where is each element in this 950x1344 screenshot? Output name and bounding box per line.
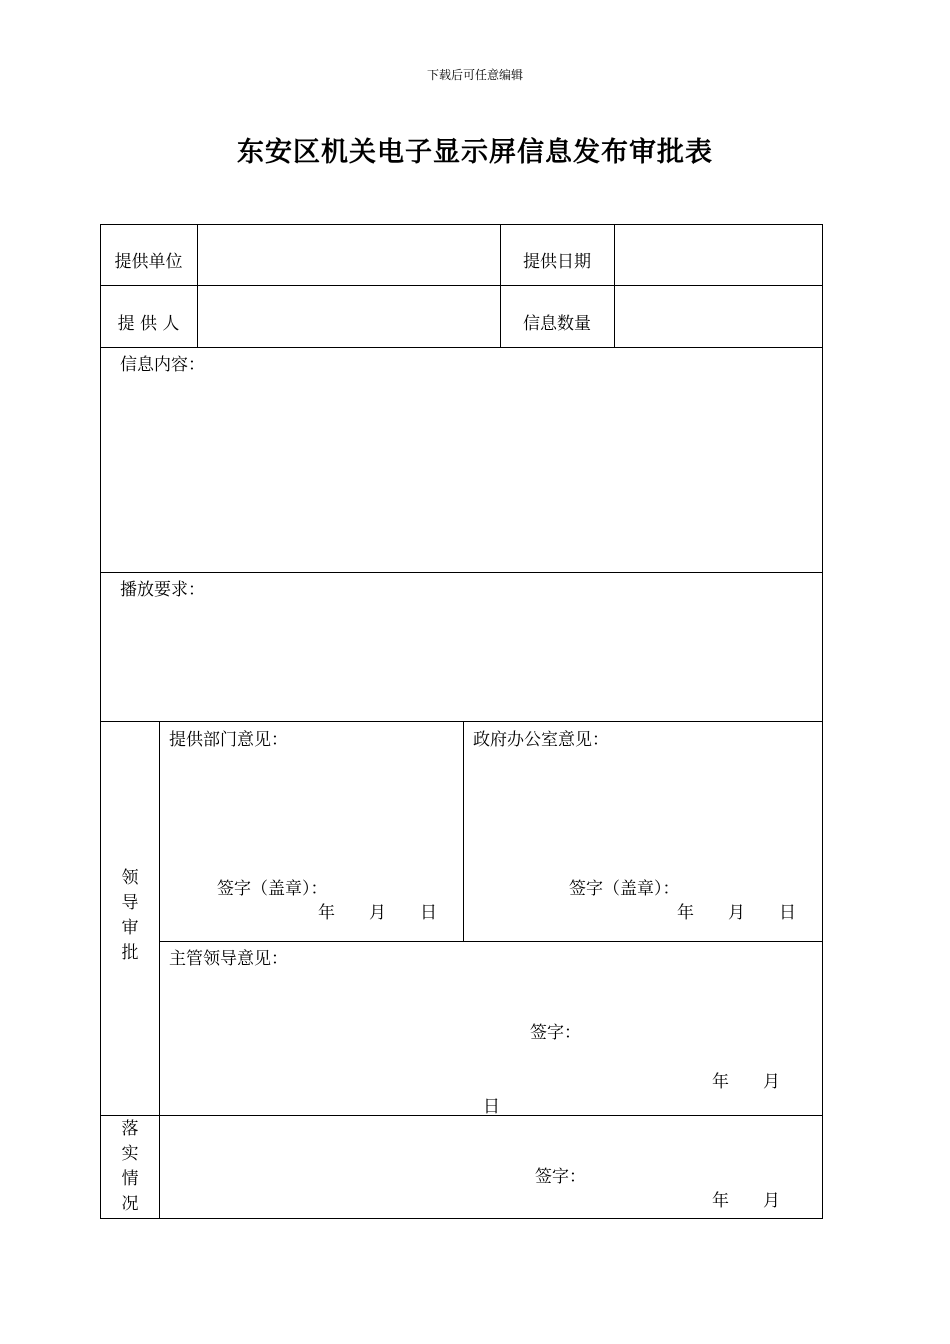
implementation-label: 落 实 情 况 <box>121 1119 139 1214</box>
main-leader-day-label: 日 <box>483 1097 500 1117</box>
dept-opinion-label: 提供部门意见： <box>169 730 288 750</box>
leader-approval-label: 领 导 审 批 <box>121 868 139 963</box>
implementation-sign-label: 签字： <box>535 1167 586 1187</box>
info-content-label: 信息内容： <box>120 355 205 375</box>
gov-office-date-label: 年 月 日 <box>677 903 796 923</box>
gov-office-opinion-label: 政府办公室意见： <box>473 730 609 750</box>
main-leader-opinion-label: 主管领导意见： <box>169 949 288 969</box>
info-count-label: 信息数量 <box>523 314 591 334</box>
dept-date-label: 年 月 日 <box>318 903 437 923</box>
provider-person-label: 提 供 人 <box>117 314 180 334</box>
playback-requirements-label: 播放要求： <box>120 580 205 600</box>
main-leader-date-label: 年 月 <box>712 1072 780 1092</box>
implementation-date-label: 年 月 <box>712 1191 780 1211</box>
provide-date-label: 提供日期 <box>523 252 591 272</box>
page-title: 东安区机关电子显示屏信息发布审批表 <box>237 137 713 168</box>
gov-office-sign-label: 签字（盖章）： <box>569 879 680 899</box>
provider-unit-label: 提供单位 <box>114 252 183 272</box>
header-note: 下载后可任意编辑 <box>426 68 523 82</box>
dept-sign-label: 签字（盖章）： <box>217 879 328 899</box>
main-leader-sign-label: 签字： <box>530 1023 581 1043</box>
